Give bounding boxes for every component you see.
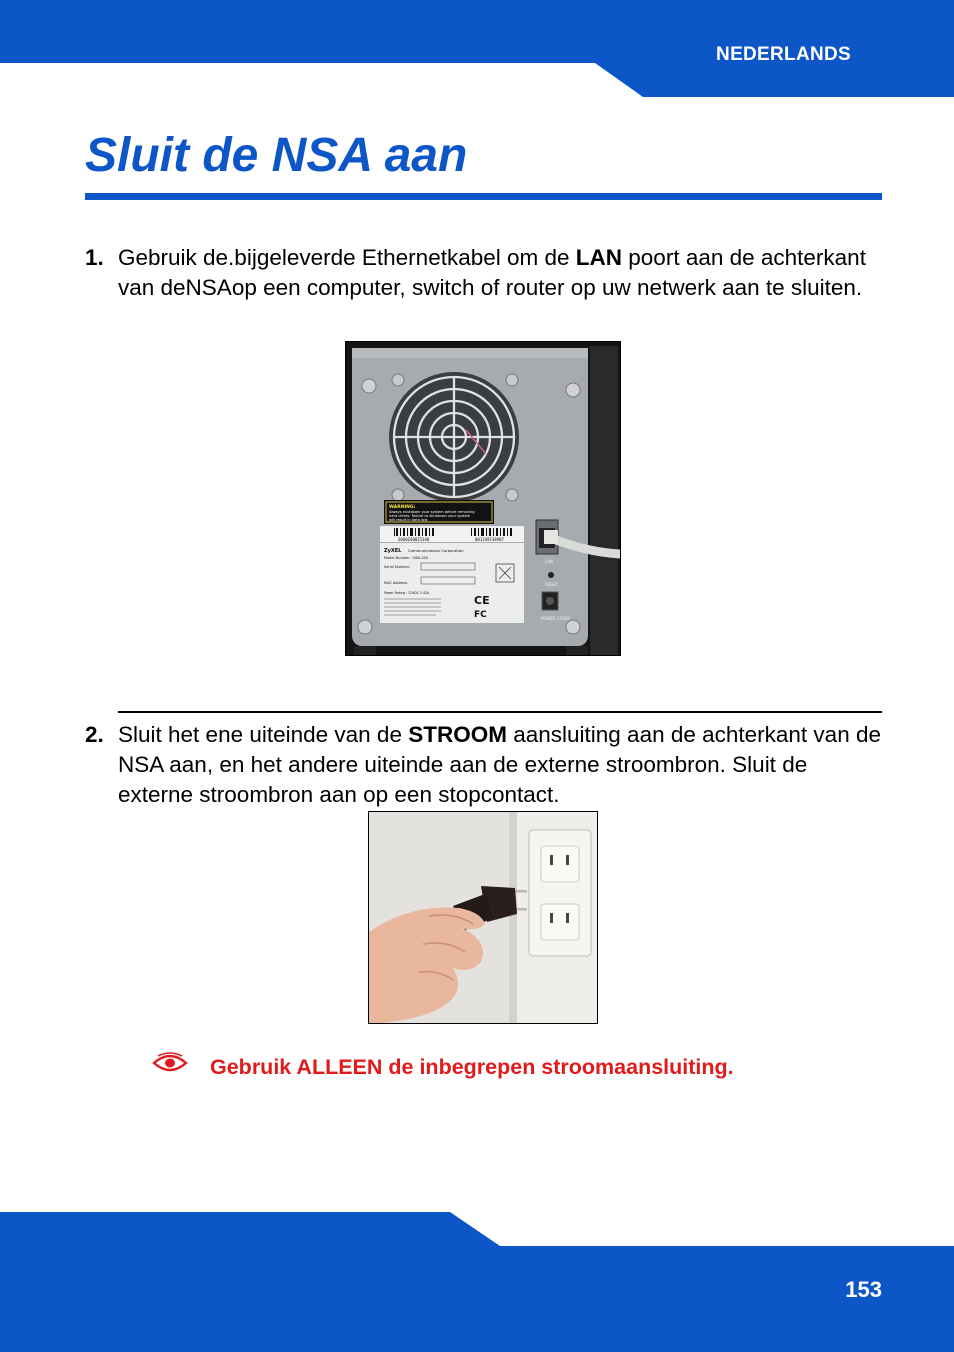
label-warning-line1: Always shutdown your system before removing <box>389 510 475 514</box>
note-text: Gebruik ALLEEN de inbegrepen stroomaansluiting. <box>210 1055 734 1079</box>
page-title: Sluit de NSA aan <box>85 129 468 182</box>
label-serial: Serial Number: <box>384 565 411 569</box>
port-lan-label: LAN <box>545 559 554 564</box>
svg-text:CE: CE <box>474 594 490 607</box>
step-2-text: Sluit het ene uiteinde van de STROOM aansluiting aan de achterkant van de NSA aan, en het andere uiteinde aan de externe stroombron. Sluit de externe stroombron aan op een stopcontact. <box>118 722 881 807</box>
label-brand: ZyXEL <box>384 548 402 554</box>
svg-text:FC: FC <box>474 610 487 620</box>
label-serial-barcode: S060Z40015348 <box>398 537 430 542</box>
label-model: Model Number : NSA-220 <box>384 556 429 560</box>
nsa-rear-photo <box>345 341 621 656</box>
power-outlet-photo <box>368 811 598 1024</box>
label-warning-line3: will result in data lost <box>389 518 428 522</box>
label-warning-line2: hard drives. Failure to shutdown your system <box>389 514 471 518</box>
label-warning-title: WARNING: <box>389 505 416 510</box>
step-1-number: 1. <box>85 245 104 270</box>
lan-keyword: LAN <box>575 245 623 270</box>
port-reset-label: RESET <box>545 582 558 587</box>
footer-banner <box>0 1212 954 1352</box>
eye-icon <box>152 1052 188 1074</box>
step-2-number: 2. <box>85 722 104 747</box>
label-mac: MAC Address: <box>384 581 409 585</box>
label-power-rating: Power Rating : 12VDC 3.42A <box>384 591 430 595</box>
stroom-keyword: STROOM <box>408 722 507 747</box>
step-separator <box>118 711 882 713</box>
step-1-text: Gebruik de.bijgeleverde Ethernetkabel om de LAN poort aan de achterkant van deNSAop een computer, switch of router op uw netwerk aan te sluiten. <box>118 245 866 300</box>
step-2 <box>85 720 885 810</box>
title-rule <box>85 193 882 200</box>
label-company: Communications Corporation <box>408 548 464 553</box>
step-1 <box>85 243 885 303</box>
language-label: NEDERLANDS <box>716 44 851 65</box>
label-mac-barcode: 001349F38907 <box>475 537 504 542</box>
page-number: 153 <box>845 1277 882 1302</box>
port-power-label: POWER 12VDC <box>541 616 571 621</box>
